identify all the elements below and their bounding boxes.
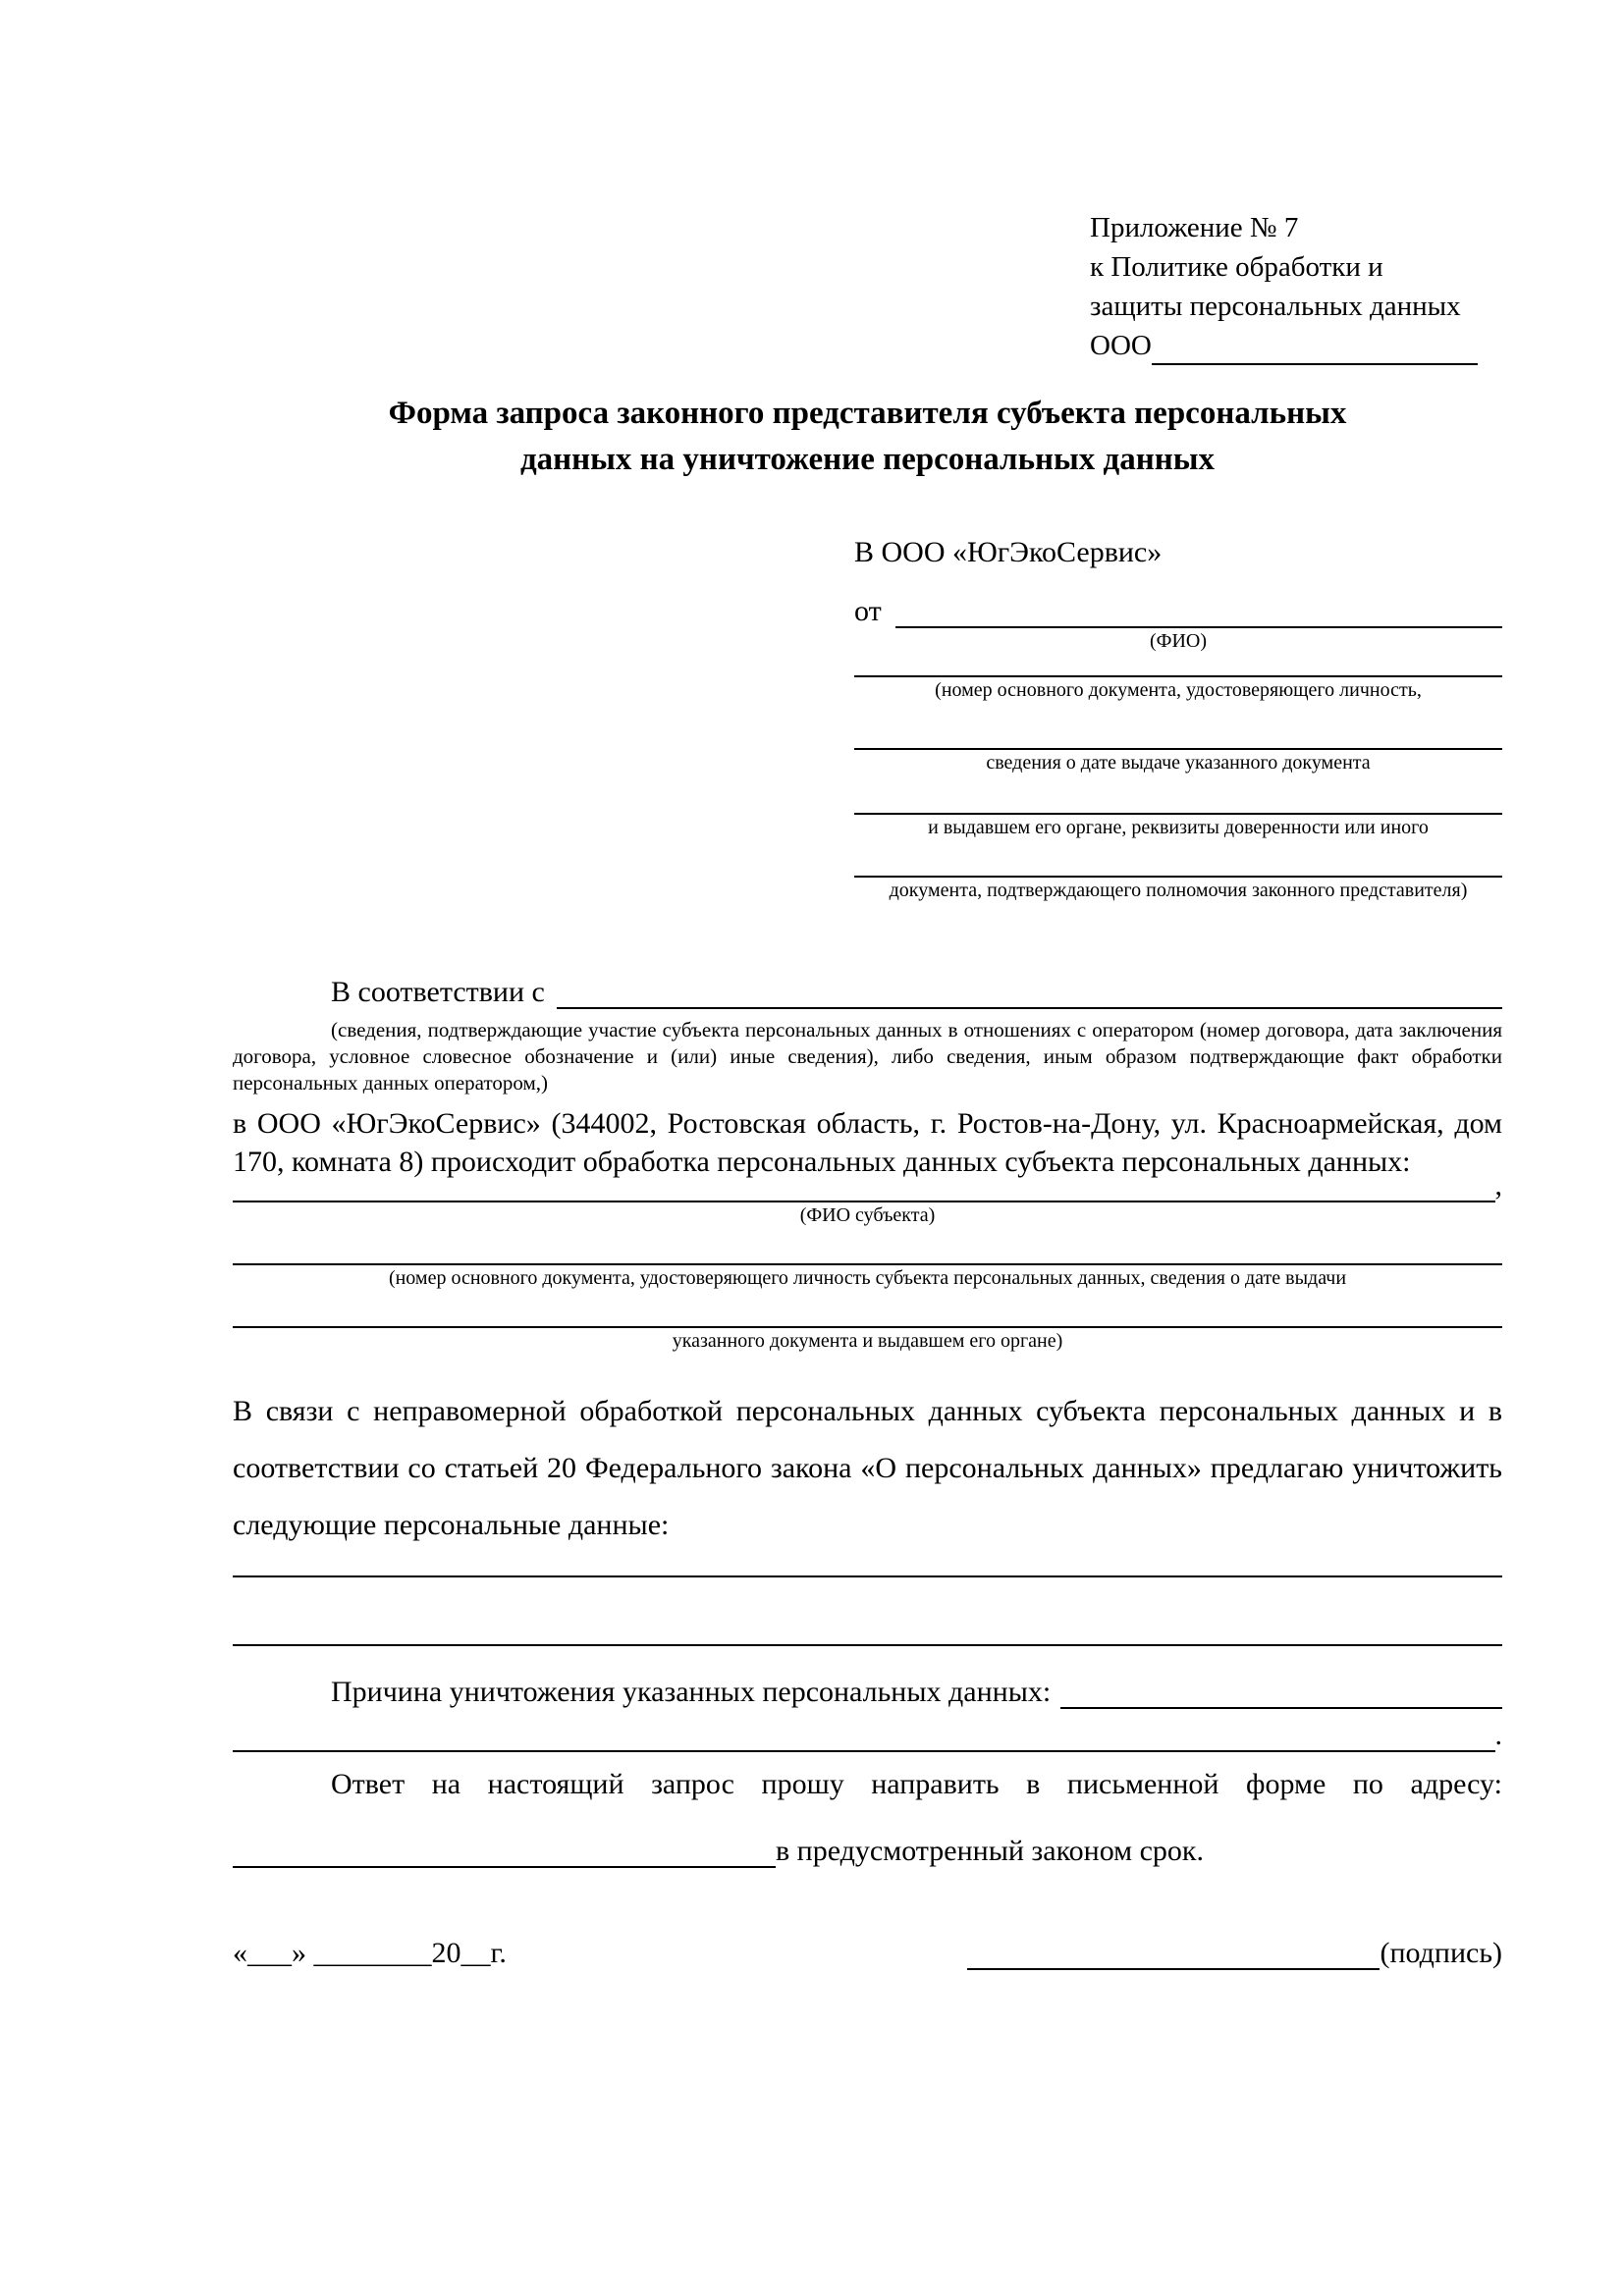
reason-blank-field[interactable] <box>1060 1674 1502 1709</box>
issue-date-caption: сведения о дате выдаче указанного документа <box>986 752 1371 774</box>
reason-label: Причина уничтожения указанных персональных данных: <box>331 1676 1052 1708</box>
processing-paragraph: в ООО «ЮгЭкоСервис» (344002, Ростовская область, г. Ростов-на-Дону, ул. Красноармейская, дом 170, комната 8) происходит обработка персональных данных субъекта персональных данных: <box>233 1107 1502 1178</box>
subject-fio-row <box>233 1169 1502 1202</box>
from-row <box>854 591 1502 628</box>
reason-continuation-blank-field[interactable] <box>233 1731 1495 1752</box>
from-label: от <box>854 595 882 627</box>
data-to-destroy-blank-field-1[interactable] <box>233 1554 1502 1577</box>
reply-address-row <box>233 1829 1502 1868</box>
addressee-company: В ООО «ЮгЭкоСервис» <box>854 536 1163 568</box>
signature-group <box>967 1935 1502 1970</box>
power-of-attorney-blank-field[interactable] <box>854 840 1502 878</box>
id-document-caption: (номер основного документа, удостоверяющего личность, <box>935 679 1422 701</box>
appendix-note-line: защиты персональных данных <box>1090 291 1461 322</box>
from-name-blank-field[interactable] <box>895 593 1502 628</box>
issue-date-blank-field[interactable] <box>854 703 1502 750</box>
trailing-comma: , <box>1494 1169 1502 1201</box>
subject-fio-blank-field[interactable] <box>233 1181 1495 1202</box>
reply-suffix: в предусмотренный законом срок. <box>776 1835 1204 1867</box>
reply-address-blank-field[interactable] <box>233 1833 776 1868</box>
trailing-period: . <box>1494 1719 1502 1751</box>
subject-document-caption: (номер основного документа, удостоверяющего личность субъекта персональных данных, сведения о дате выдачи <box>388 1267 1347 1289</box>
accordance-blank-field[interactable] <box>557 974 1502 1009</box>
reason-row <box>233 1670 1502 1709</box>
accordance-lead: В соответствии с <box>331 976 545 1008</box>
subject-document-caption-2: указанного документа и выдавшем его органе) <box>672 1330 1063 1352</box>
appendix-note-line: к Политике обработки и <box>1090 251 1383 283</box>
signature-blank-field[interactable] <box>967 1935 1380 1970</box>
subject-document-blank-field-2[interactable] <box>233 1291 1502 1328</box>
company-name-row <box>1090 326 1502 365</box>
footer-row <box>233 1931 1502 1970</box>
power-of-attorney-caption: документа, подтверждающего полномочия законного представителя) <box>889 880 1468 901</box>
form-title-line: данных на уничтожение персональных данных <box>519 442 1216 477</box>
fio-caption: (ФИО) <box>1149 630 1207 652</box>
appendix-note <box>1090 208 1502 365</box>
company-name-blank-field[interactable] <box>1152 334 1478 365</box>
reply-sentence: Ответ на настоящий запрос прошу направить в письменной форме по адресу: <box>331 1768 1502 1800</box>
signature-caption: (подпись) <box>1380 1937 1502 1969</box>
issuing-authority-blank-field[interactable] <box>854 775 1502 815</box>
data-to-destroy-blank-field-2[interactable] <box>233 1577 1502 1646</box>
form-title-line: Форма запроса законного представителя субъекта персональных <box>388 396 1347 431</box>
reason-continuation-row <box>233 1709 1502 1752</box>
subject-document-blank-field[interactable] <box>233 1228 1502 1265</box>
destroy-paragraph: В связи с неправомерной обработкой персональных данных субъекта персональных данных и в соответствии со статьей 20 Федерального закона «О персональных данных» предлагаю уничтожить следующие персональные данные: <box>233 1395 1502 1541</box>
addressee-block <box>854 534 1502 903</box>
issuing-authority-caption: и выдавшем его органе, реквизиты доверенности или иного <box>928 817 1429 838</box>
accordance-row <box>233 972 1502 1009</box>
company-prefix-label: ООО <box>1090 330 1152 361</box>
accordance-fine-print: (сведения, подтверждающие участие субъекта персональных данных в отношениях с оператором (номер договора, дата заключения договора, условное словесное обозначение и (или) иные сведения), либо сведения, иным образом подтверждающие факт обработки персональных данных оператором,) <box>233 1018 1502 1095</box>
form-title <box>233 391 1502 483</box>
appendix-note-line: Приложение № 7 <box>1090 212 1299 243</box>
subject-fio-caption: (ФИО субъекта) <box>799 1204 936 1226</box>
id-document-blank-field[interactable] <box>854 654 1502 677</box>
date-blank[interactable]: «___» ________20__г. <box>233 1937 507 1969</box>
